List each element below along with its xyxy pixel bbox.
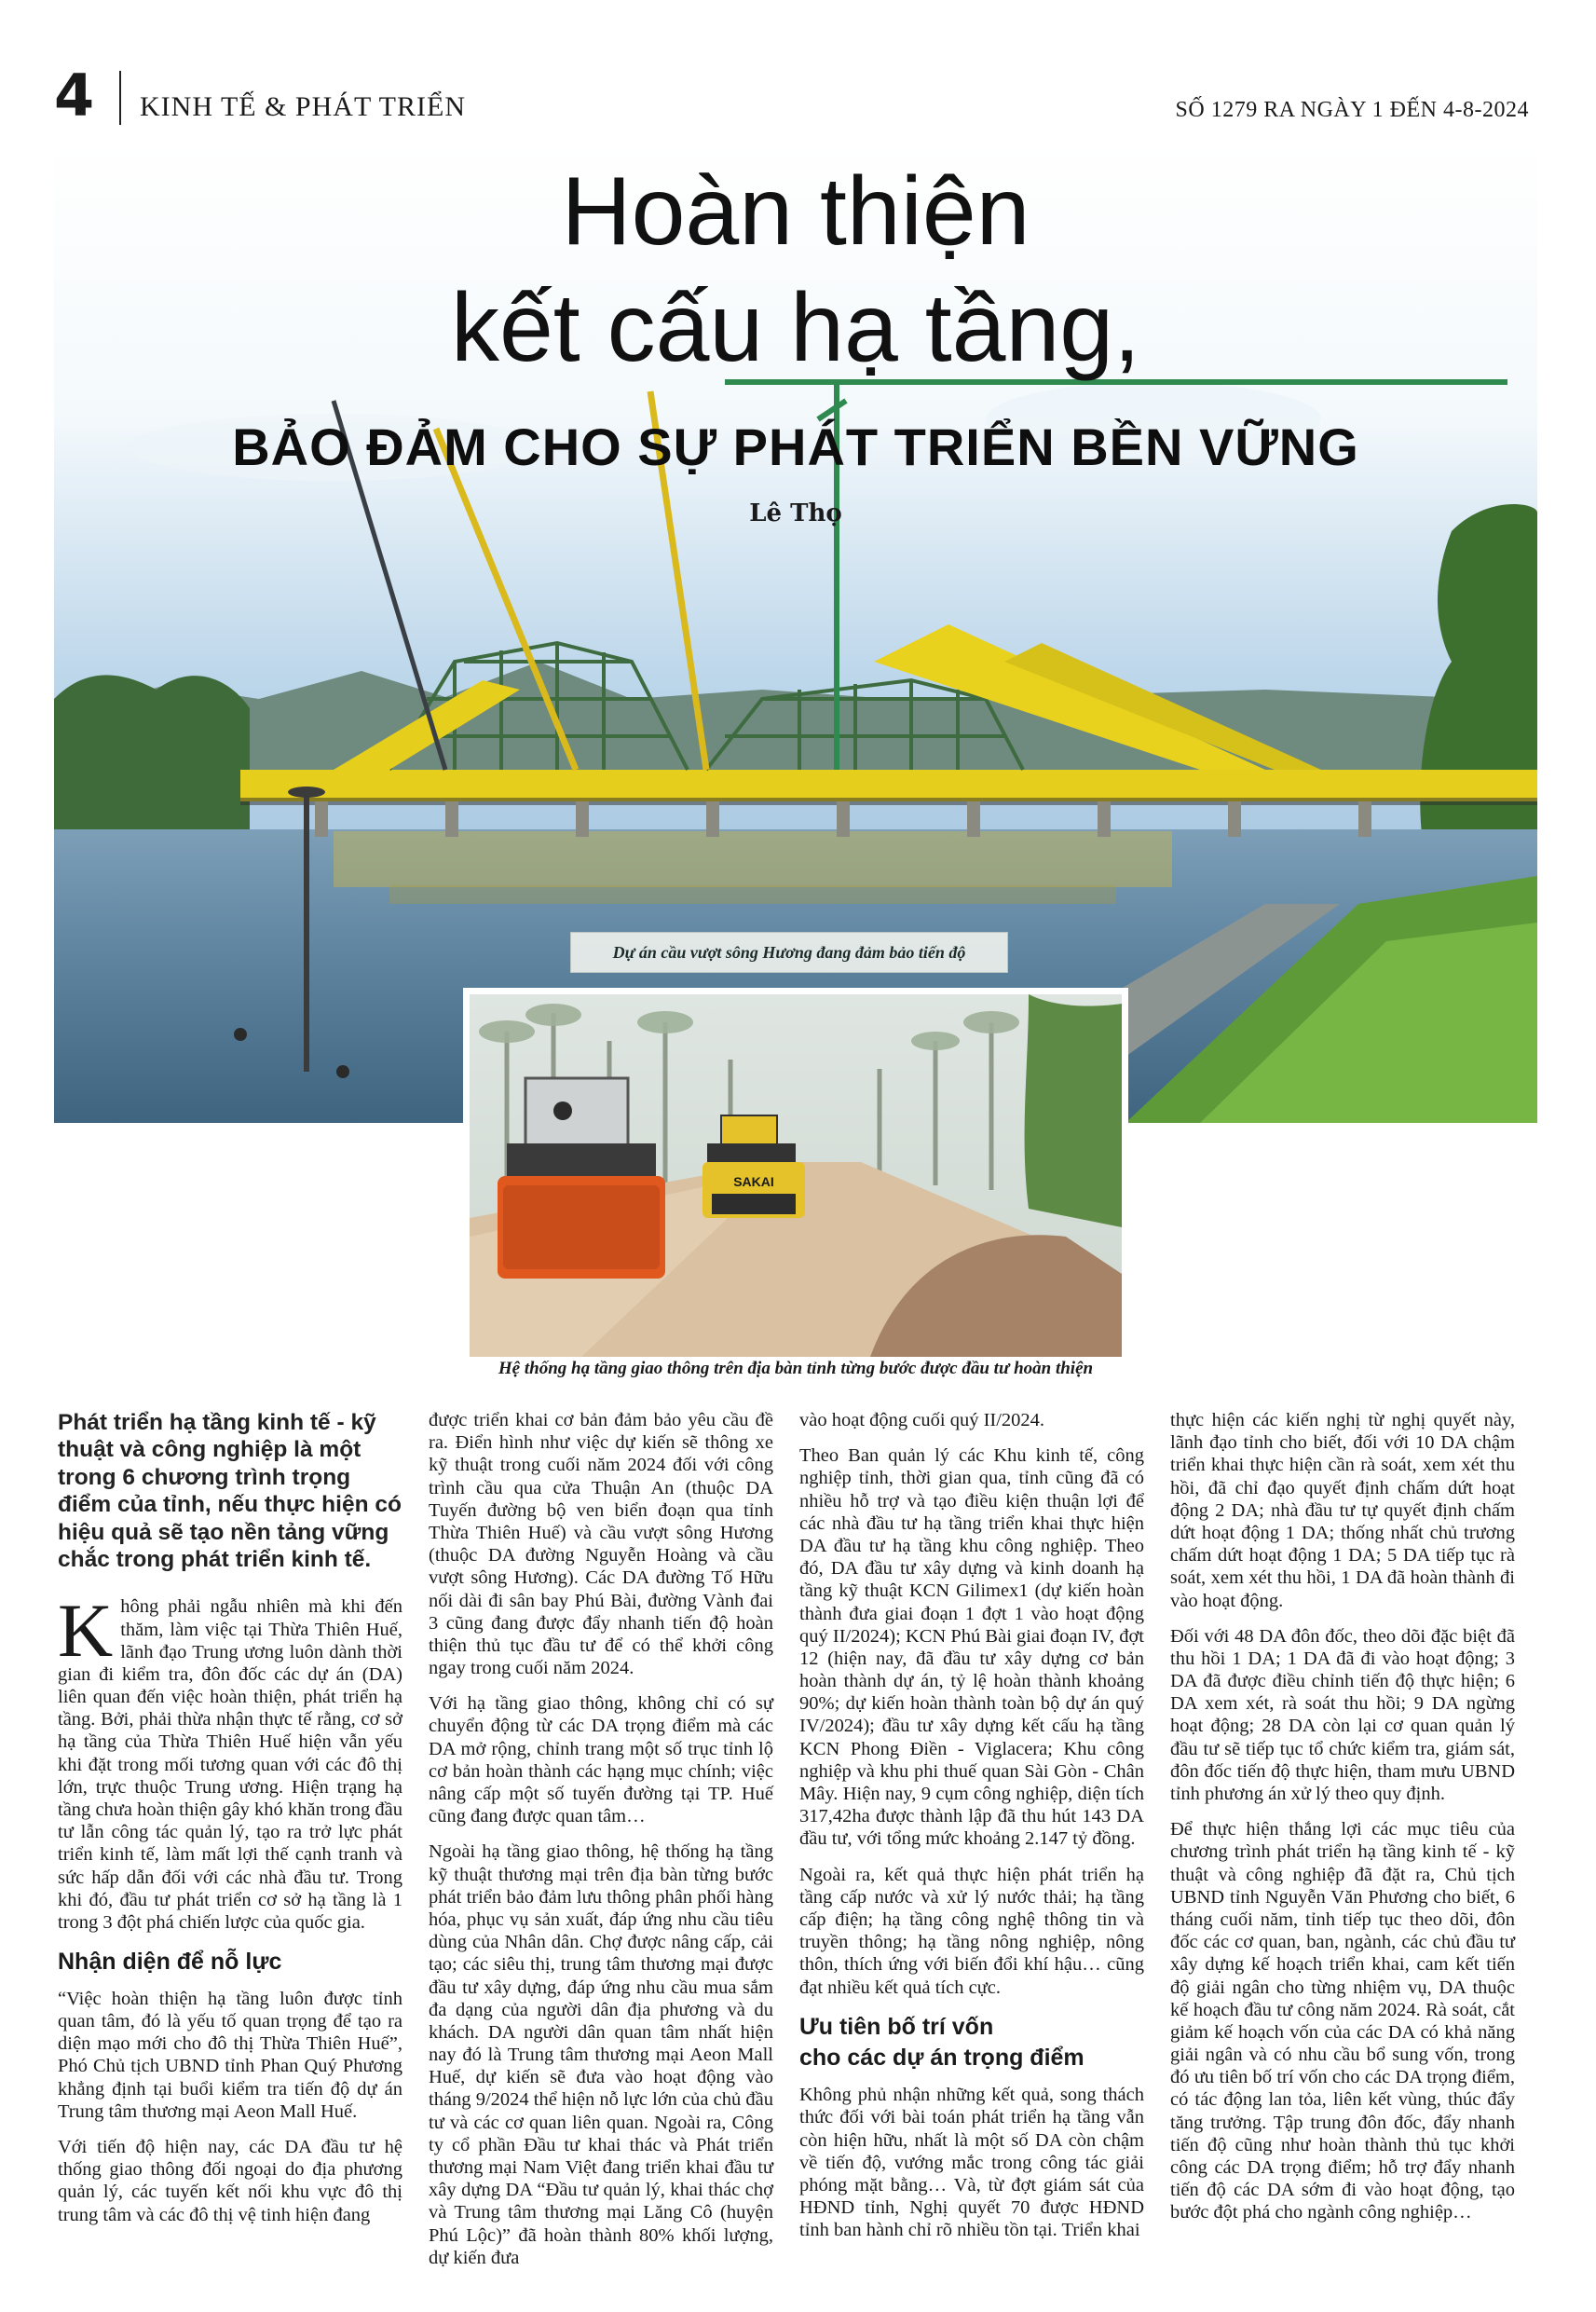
lead-paragraph: Phát triển hạ tầng kinh tế - kỹ thuật và công nghiệp là một trong 6 chương trình trọng điểm của tỉnh, nếu thực hiện có hiệu quả sẽ tạo nền tảng vững chắc trong phát triển kinh tế. — [58, 1410, 402, 1572]
page-number: 4 — [54, 62, 95, 130]
section-heading-line-1: Ưu tiên bố trí vốn — [799, 2013, 994, 2040]
body-paragraph: Ngoài ra, kết quả thực hiện phát triển hạ tầng cấp nước và xử lý nước thải; hạ tầng cấp điện; hạ tầng công nghệ thông tin và truyền thông; hạ tầng nông nghiệp, nông thôn, thích ứng với biến đổi khí hậu… cũng đạt nhiều kết quả tích cực. — [799, 1864, 1144, 1998]
subheadline: BẢO ĐẢM CHO SỰ PHÁT TRIỂN BỀN VỮNG — [232, 417, 1359, 476]
body-paragraph: Để thực hiện thắng lợi các mục tiêu của chương trình phát triển hạ tầng kinh tế - kỹ thuật và công nghiệp đã đặt ra, Chủ tịch UBND tỉnh Nguyễn Văn Phương cho biết, 6 tháng cuối năm, tỉnh tiếp tục theo dõi, đôn đốc các cơ quan, ban, ngành, các chủ đầu tư xây dựng kế hoạch triển khai, cam kết tiến độ giải ngân cho từng nhiệm vụ, DA thuộc kế hoạch đầu tư công năm 2024. Rà soát, cắt giảm kế hoạch vốn của các DA có khả năng giải ngân và có nhu cầu bổ sung vốn, trong đó ưu tiên bố trí vốn cho các DA trọng điểm, có tác động lan tỏa, liên kết vùng, thúc đẩy tăng trưởng. Tập trung đôn đốc, đẩy nhanh tiến độ cũng như hoàn thành thủ tục khởi công các DA trọng điểm; hỗ trợ đẩy nhanh tiến độ các DA sớm đi vào hoạt động, tạo bước đột phá cho ngành công nghiệp… — [1170, 1819, 1515, 2223]
article-column-1 — [58, 1409, 402, 2239]
section-heading-line-2: cho các dự án trọng điểm — [799, 2045, 1084, 2072]
headline-line-2: kết cấu hạ tầng, — [450, 274, 1141, 382]
header-divider — [119, 71, 121, 125]
section-label: KINH TẾ & PHÁT TRIỂN — [140, 91, 466, 122]
road-construction-photo — [463, 988, 1128, 1363]
drop-cap: K — [58, 1588, 114, 1674]
body-paragraph: Với hạ tầng giao thông, không chỉ có sự chuyển động từ các DA trọng điểm mà các DA mở rộng, chỉnh trang một số trục tỉnh lộ cơ bản hoàn thành các hạng mục chính; việc nâng cấp một số tuyến đường tại TP. Huế cũng đang được quan tâm… — [429, 1693, 773, 1827]
section-heading: Nhận diện để nỗ lực — [58, 1949, 282, 1976]
body-paragraph: Ngoài hạ tầng giao thông, hệ thống hạ tầng kỹ thuật thương mại trên địa bàn từng bước phát triển bảo đảm lưu thông phân phối hàng hóa, phục vụ sản xuất, đáp ứng nhu cầu tiêu dùng của Nhân dân. Chợ được nâng cấp, cải tạo; các siêu thị, trung tâm thương mại được đầu tư xây dựng, đáp ứng nhu cầu mua sắm đa dạng của người dân địa phương và du khách. DA người dân quan tâm nhất hiện nay đó là Trung tâm thương mại Aeon Mall Huế, dự kiến sẽ đưa vào hoạt động vào tháng 9/2024 thể hiện nỗ lực lớn của chủ đầu tư và các cơ quan liên quan. Ngoài ra, Công ty cổ phần Đầu tư khai thác và Phát triển thương mại Nam Việt đang triển khai đầu tư xây dựng DA “Đầu tư quản lý, khai thác chợ và Trung tâm thương mại Lăng Cô (huyện Phú Lộc)” đã hoàn thành 80% khối lượng, dự kiến đưa — [429, 1841, 773, 2268]
body-paragraph: vào hoạt động cuối quý II/2024. — [799, 1410, 1045, 1430]
article-column-2 — [429, 1409, 773, 2282]
body-paragraph: Với tiến độ hiện nay, các DA đầu tư hệ thống giao thông đối ngoại do địa phương quản lý, các tuyến kết nối khu vực đô thị trung tâm và các đô thị vệ tinh hiện đang — [58, 2137, 402, 2225]
photo-caption-bridge: Dự án cầu vượt sông Hương đang đảm bảo tiến độ — [570, 932, 1008, 973]
article-column-4 — [1170, 1409, 1515, 2237]
byline: Lê Thọ — [749, 499, 842, 527]
issue-date: SỐ 1279 RA NGÀY 1 ĐẾN 4-8-2024 — [1175, 98, 1529, 122]
body-paragraph: được triển khai cơ bản đảm bảo yêu cầu đề ra. Điển hình như việc dự kiến sẽ thông xe kỹ thuật trong cuối năm 2024 đối với công trình cầu qua cửa Thuận An (thuộc DA Tuyến đường bộ ven biển đoạn qua tỉnh Thừa Thiên Huế) và cầu vượt sông Hương (thuộc DA đường Nguyễn Hoàng và cầu vượt sông Hương). Các DA đường Tố Hữu nối dài đi sân bay Phú Bài, đường Vành đai 3 cũng đang được đẩy nhanh tiến độ hoàn thiện thủ tục đầu tư để có thể khởi công ngay trong cuối năm 2024. — [429, 1410, 773, 1679]
body-paragraph: Theo Ban quản lý các Khu kinh tế, công nghiệp tỉnh, thời gian qua, tỉnh cũng đã có nhiều hỗ trợ và tạo điều kiện thuận lợi để các nhà đầu tư hạ tầng triển khai thực hiện DA đầu tư hạ tầng khu công nghiệp. Theo đó, DA đầu tư xây dựng và kinh doanh hạ tầng kỹ thuật KCN Gilimex1 (dự kiến hoàn thành đưa giai đoạn 1 đợt 1 vào hoạt động quý II/2024); KCN Phú Bài giai đoạn IV, đợt 12 (hiện nay, đã đầu tư xây dựng cơ bản hoàn thành dự án, tỷ lệ hoàn thành khoảng 90%; dự kiến hoàn thành toàn bộ dự án quý IV/2024); đầu tư xây dựng kết cấu hạ tầng KCN Phong Điền - Viglacera; Khu công nghiệp và khu phi thuế quan Sài Gòn - Chân Mây. Hiện nay, 9 cụm công nghiệp, diện tích 317,42ha được thành lập đã thu hút 143 DA đầu tư, với tổng mức khoảng 2.147 tỷ đồng. — [799, 1445, 1144, 1850]
headline-line-1: Hoàn thiện — [561, 157, 1030, 266]
article-column-3 — [799, 1409, 1144, 2255]
body-paragraph: Đối với 48 DA đôn đốc, theo dõi đặc biệt đã thu hồi 1 DA; 1 DA đã đi vào hoạt động; 3 DA đã được điều chỉnh tiến độ thực hiện; 6 DA xem xét, rà soát thu hồi; 9 DA ngừng hoạt động; 28 DA còn lại cơ quan quản lý đầu tư sẽ tiếp tục tổ chức kiểm tra, giám sát, đôn đốc tiến độ thực hiện, tham mưu UBND tỉnh phương án xử lý theo quy định. — [1170, 1625, 1515, 1804]
body-paragraph: “Việc hoàn thiện hạ tầng luôn được tỉnh quan tâm, đó là yếu tố quan trọng để tạo ra diện mạo mới cho đô thị Thừa Thiên Huế”, Phó Chủ tịch UBND tỉnh Phan Quý Phương khẳng định tại buổi kiểm tra tiến độ dự án Trung tâm thương mại Aeon Mall Huế. — [58, 1988, 402, 2122]
section-heading — [799, 2012, 1144, 2075]
roller-brand-label: SAKAI — [733, 1174, 774, 1189]
photo-caption-road: Hệ thống hạ tầng giao thông trên địa bàn tỉnh từng bước được đầu tư hoàn thiện — [498, 1359, 1094, 1378]
body-paragraph: Không phải ngẫu nhiên mà khi đến thăm, làm việc tại Thừa Thiên Huế, lãnh đạo Trung ương luôn dành thời gian đi kiểm tra, đôn đốc các dự án (DA) liên quan đến việc hoàn thiện, phát triển hạ tầng. Bởi, phải thừa nhận thực tế rằng, cơ sở hạ tầng của Thừa Thiên Huế hiện vẫn yếu khi đặt trong mối tương quan với các đô thị lớn, trực thuộc Trung ương. Hiện trạng hạ tầng chưa hoàn thiện gây khó khăn trong đầu tư lẫn công tác quản lý, tạo ra trở lực phát triển kinh tế, làm mất lợi thế cạnh tranh và sức hấp dẫn đối với các nhà đầu tư. Trong khi đó, đầu tư phát triển cơ sở hạ tầng là 1 trong 3 đột phá chiến lược của quốc gia. — [58, 1588, 402, 1933]
body-paragraph: Không phủ nhận những kết quả, song thách thức đối với bài toán phát triển hạ tầng vẫn còn hiện hữu, nhất là một số DA còn chậm về tiến độ, vướng mắc trong công tác giải phóng mặt bằng… Và, từ đợt giám sát của HĐND tỉnh, Nghị quyết 70 được HĐND tỉnh ban hành chỉ rõ nhiều tồn tại. Triển khai — [799, 2085, 1144, 2241]
body-paragraph: thực hiện các kiến nghị từ nghị quyết này, lãnh đạo tỉnh cho biết, đối với 10 DA chậm triển khai thực hiện cần rà soát, xem xét thu hồi, đã chỉ đạo quyết định chấm dứt hoạt động 2 DA; nhà đầu tư tự quyết định chấm dứt hoạt động 1 DA; thống nhất chủ trương chấm dứt hoạt động 1 DA; 5 DA tiếp tục rà soát, xem xét thu hồi, 1 DA đã hoàn thành đi vào hoạt động. — [1170, 1410, 1515, 1611]
